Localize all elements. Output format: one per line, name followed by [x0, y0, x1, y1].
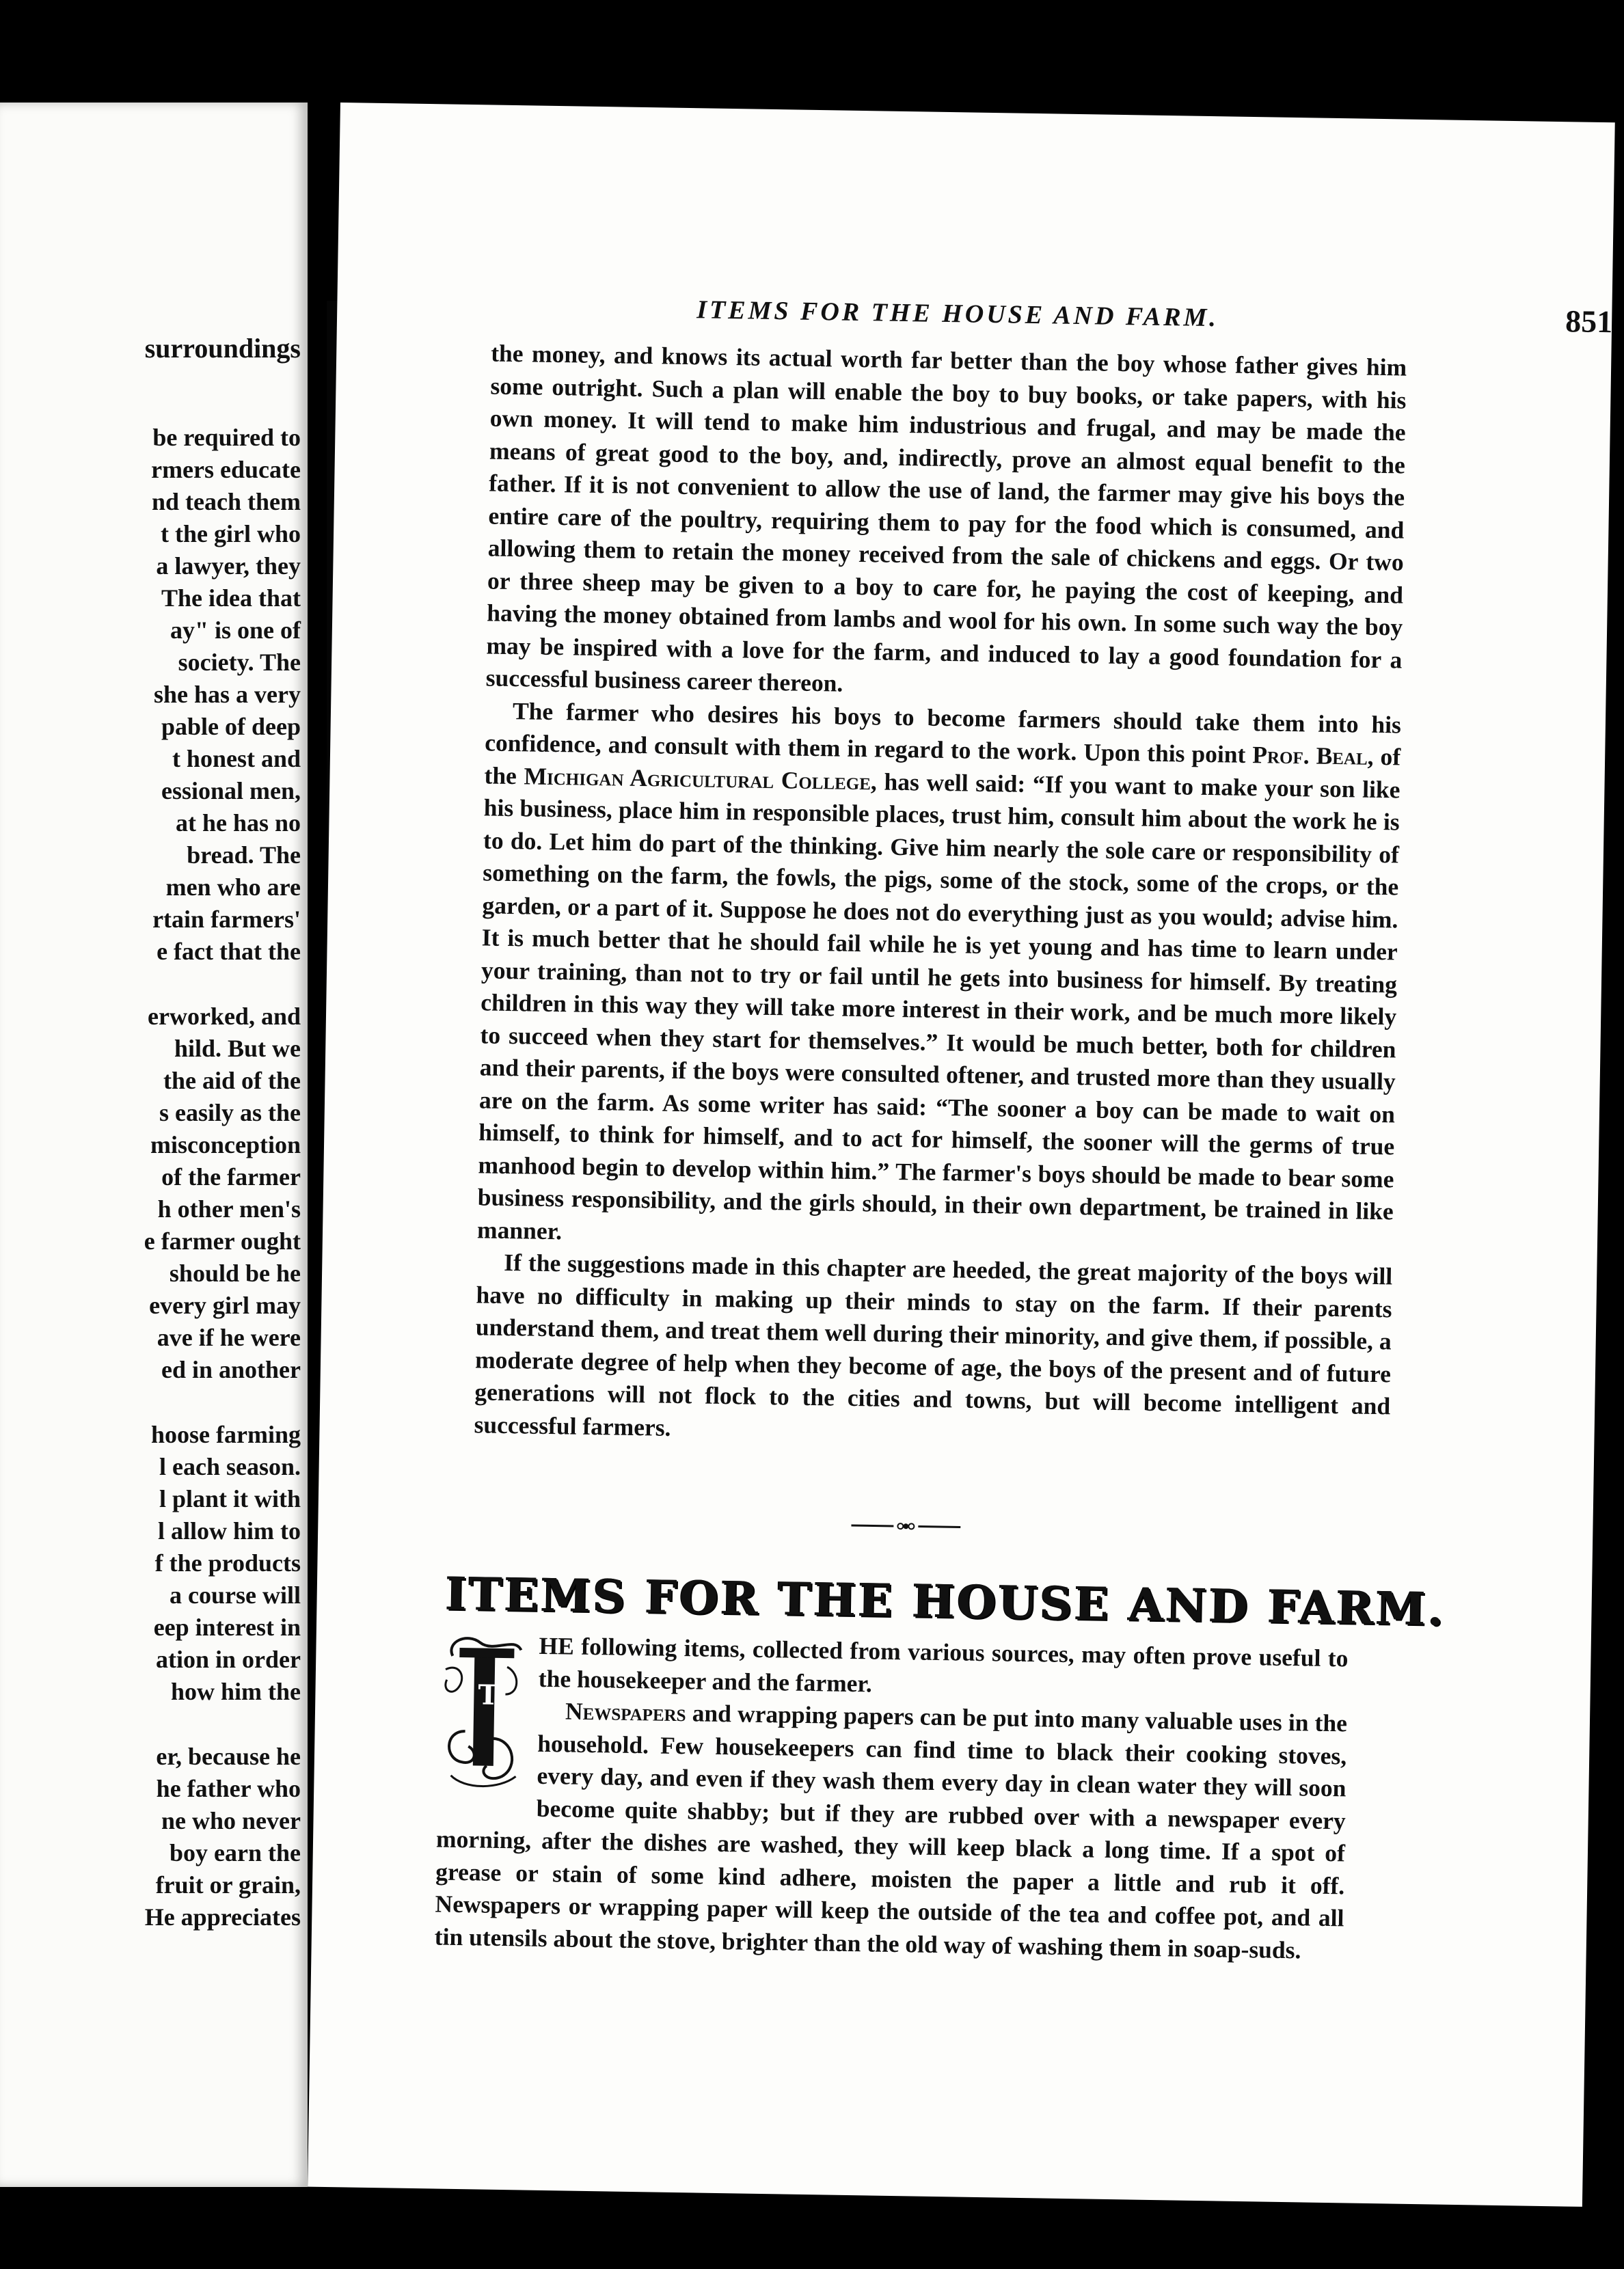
article-body	[474, 338, 1407, 1456]
left-page-line: rtain farmers'	[152, 906, 301, 933]
section-divider-ornament	[851, 1519, 960, 1534]
paragraph-text: The farmer who desires his boys to become farmers should take them into his confidence, and consult with them in regard to the work. Upon this point	[485, 696, 1402, 768]
left-page-fragment	[0, 103, 308, 2187]
left-page-line: society. The	[178, 649, 301, 676]
left-page-line: erworked, and	[148, 1003, 301, 1030]
left-page-line: rmers educate	[151, 456, 301, 483]
item-paragraph	[434, 1694, 1347, 1968]
left-page-line: He appreciates	[144, 1903, 301, 1931]
left-page-line: be required to	[152, 424, 301, 451]
ornamental-dropcap-icon	[437, 1629, 528, 1794]
left-page-line: e farmer ought	[144, 1227, 301, 1255]
person-name: Prof. Beal	[1252, 741, 1368, 770]
left-page-line: hoose farming	[151, 1421, 301, 1448]
left-page-line: pable of deep	[161, 713, 301, 740]
left-page-line: he father who	[156, 1775, 301, 1802]
left-page-line: bread. The	[187, 841, 301, 869]
running-head-title: ITEMS FOR THE HOUSE AND FARM.	[696, 295, 1219, 333]
left-page-line: hild. But we	[174, 1035, 301, 1062]
left-page-line: l allow him to	[157, 1517, 301, 1545]
left-page-line: men who are	[165, 873, 301, 901]
left-page-line: should be he	[169, 1260, 301, 1287]
left-page-line: every girl may	[149, 1292, 301, 1319]
left-page-line: the aid of the	[163, 1067, 301, 1094]
left-page-line: surroundings	[144, 333, 301, 364]
section-intro: HE following items, collected from various sources, may often prove useful to the housekeeper and the farmer.	[538, 1631, 1349, 1698]
paragraph	[477, 694, 1402, 1260]
left-page-line: ed in another	[161, 1356, 301, 1383]
left-page-line: t the girl who	[161, 520, 301, 547]
paragraph-text: , of the	[484, 742, 1401, 789]
left-page-line: nd teach them	[152, 488, 301, 515]
left-page-line: how him the	[170, 1678, 301, 1705]
item-lead: Newspapers	[565, 1697, 686, 1727]
paragraph: the money, and knows its actual worth far better than the boy whose father gives him some outright. Such a plan will enable the boy to buy books, or take papers, with his own money. It will tend to make him industrious and frugal, and may be made the means of great good to the boy, and, indirectly, prove an almost equal benefit to the father. If it is not convenient to allow the use of land, the farmer may give his boys the entire care of the poultry, requiring them to pay for the food which is consumed, and allowing them to retain the money received from the sale of chickens and eggs. Or two or three sheep may be given to a boy to care for, he paying the cost of keeping, and having the money obtained from lambs and wool for his own. In some such way the boy may be inspired with a love for the farm, and induced to lay a good foundation for a successful business career thereon.	[485, 339, 1407, 697]
left-page-line: f the products	[154, 1549, 301, 1577]
left-page-line: l each season.	[159, 1453, 301, 1480]
left-page-line: at he has no	[175, 809, 301, 837]
left-page-line: The idea that	[161, 584, 301, 612]
left-page-line: a course will	[170, 1581, 301, 1609]
svg-text:T: T	[478, 1679, 499, 1711]
left-page-line: fruit or grain,	[155, 1871, 301, 1899]
running-head	[696, 289, 1613, 340]
left-page-line: of the farmer	[161, 1163, 301, 1191]
institution-name: Michigan Agricultural College	[524, 761, 871, 795]
left-page-line: er, because he	[156, 1743, 301, 1770]
main-page	[308, 103, 1615, 2207]
left-page-line: ation in order	[156, 1646, 301, 1673]
page-number: 851	[1565, 303, 1613, 340]
left-page-line: t honest and	[172, 745, 301, 772]
left-page-line: s easily as the	[159, 1099, 301, 1126]
left-page-line: a lawyer, they	[156, 552, 301, 580]
left-page-line: essional men,	[161, 777, 301, 804]
paragraph: If the suggestions made in this chapter are heeded, the great majority of the boys will have no difficulty in making up their minds to stay on the farm. If their parents understand them, and treat them well during their minority, and give them, if possible, a moderate degree of help when they become of age, the boys of the present and of future generations will not flock to the cities and towns, but will become intelligent and successful farmers.	[474, 1248, 1393, 1441]
left-page-line: l plant it with	[159, 1485, 301, 1512]
left-page-line: ay" is one of	[170, 616, 301, 644]
left-page-line: boy earn the	[170, 1839, 301, 1866]
left-page-line: e fact that the	[157, 938, 301, 965]
section-heading: ITEMS FOR THE HOUSE AND FARM.	[445, 1566, 1446, 1636]
left-page-line: she has a very	[154, 681, 301, 708]
left-page-line: h other men's	[157, 1195, 301, 1223]
left-page-line: ave if he were	[157, 1324, 301, 1351]
left-page-line: misconception	[150, 1131, 301, 1158]
left-page-line: ne who never	[161, 1807, 301, 1834]
item-text: and wrapping papers can be put into many valuable uses in the household. Few housekeepers can find time to black their cooking stoves, every day, and even if they wash them every day in clean water they will soon become quite shabby; but if they are rubbed over with a newspaper every morning, after the dishes are washed, they will keep black a long time. If a spot of grease or stain of some kind adhere, moisten the paper a little and rub it off. Newspapers or wrapping paper will keep the outside of the tea and coffee pot, and all tin utensils about the stove, brighter than the old way of washing them in soap-suds.	[434, 1699, 1348, 1964]
left-page-line: eep interest in	[153, 1614, 301, 1641]
paragraph-text: , has well said: “If you want to make your son like his business, place him in responsible places, trust him, consult him about the work he is to do. Let him do part of the thinking. Give him nearly the sole care or responsibility of something on the farm, the fowls, the pigs, some of the stock, some of the crops, or the garden, or a part of it. Suppose he does not do everything just as you would; advise him. It is much better that he should fail while he is yet young and has time to learn under your training, than not to try or fail until he gets into business for himself. By treating children in this way they will take more interest in their work, and be much more likely to succeed when they start for themselves.” It would be much better, both for children and their parents, if the boys were consulted oftener, and trusted more than they usually are on the farm. As some writer has said: “The sooner a boy can be made to wait on himself, to think for himself, and to act for himself, the sooner will the germs of true manhood begin to develop within him.” The farmer's boys should be made to bear some business responsibility, and the girls should, in their own department, be trained in like manner.	[476, 767, 1400, 1245]
section-body	[434, 1629, 1348, 1968]
